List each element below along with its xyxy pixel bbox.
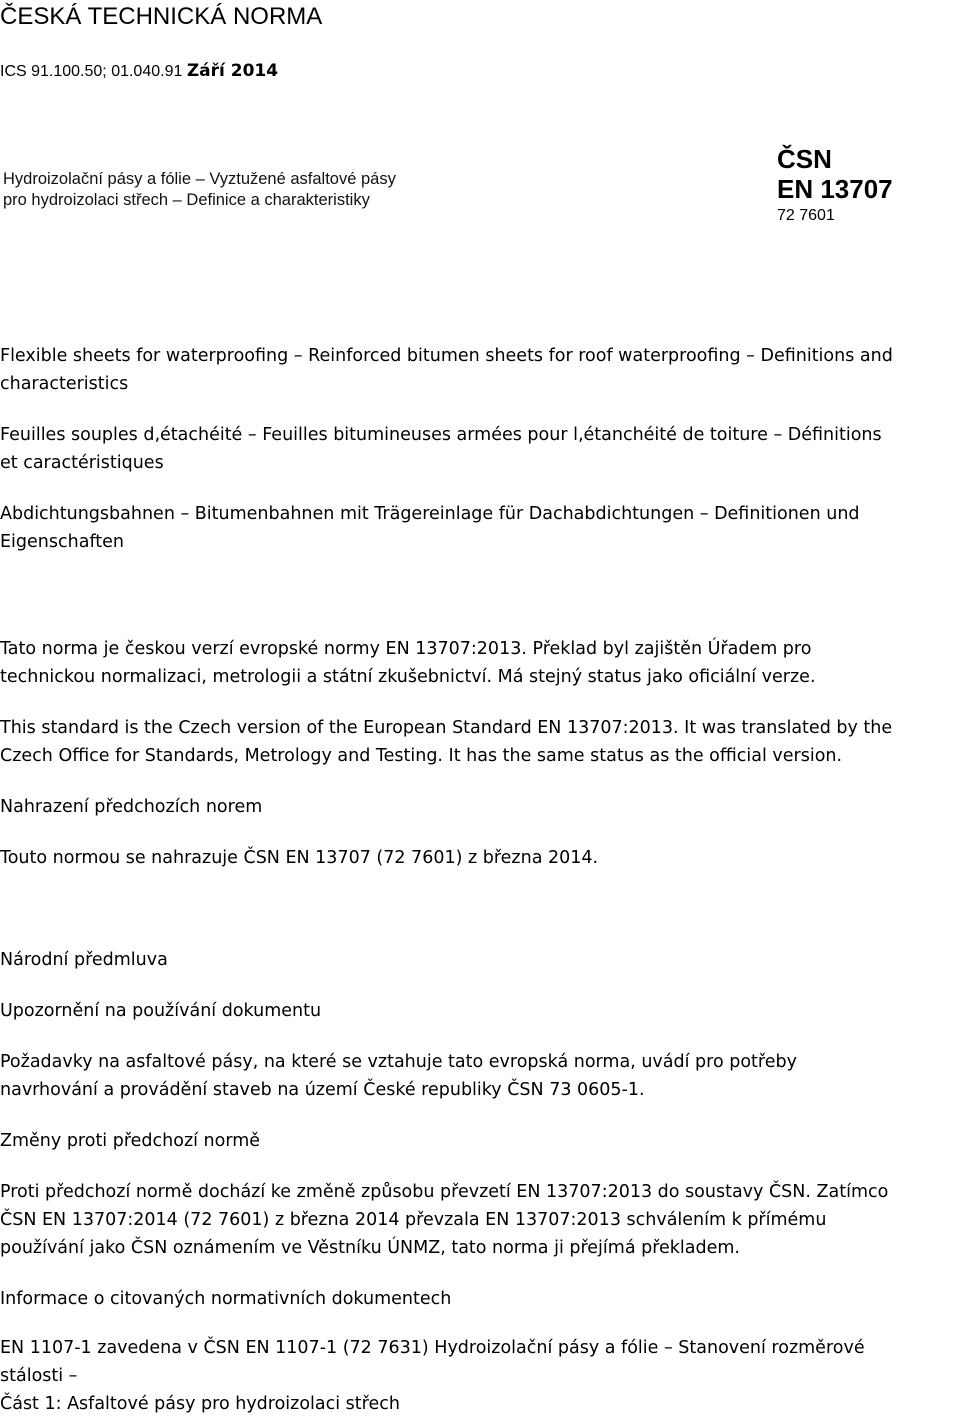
title-german-line: Eigenschaften (0, 532, 125, 552)
ics-line (0, 60, 278, 83)
title-czech-line: Hydroizolační pásy a fólie – Vyztužené asfaltové pásy (3, 170, 396, 188)
notice-text (0, 1048, 960, 1104)
statement-english (0, 714, 960, 770)
changes-text-line: Proti předchozí normě dochází ke změně způsobu převzetí EN 13707:2013 do soustavy ČSN. Zatímco (0, 1182, 889, 1202)
cited-text-line: EN 1107-1 zavedena v ČSN EN 1107-1 (72 7631) Hydroizolační pásy a fólie – Stanovení rozměrové (0, 1338, 865, 1358)
statement-czech (0, 635, 960, 691)
document-heading: ČESKÁ TECHNICKÁ NORMA (0, 3, 323, 30)
replacement-text: Touto normou se nahrazuje ČSN EN 13707 (72 7601) z března 2014. (0, 848, 599, 868)
foreword-heading: Národní předmluva (0, 950, 168, 970)
standard-classification: 72 7601 (777, 207, 835, 224)
issue-date: Září 2014 (186, 61, 279, 81)
statement-czech-line: technickou normalizaci, metrologii a státní zkušebnictví. Má stejný status jako oficiální verze. (0, 667, 816, 687)
changes-text (0, 1178, 960, 1262)
notice-text-line: navrhování a provádění staveb na území České republiky ČSN 73 0605-1. (0, 1080, 645, 1100)
title-english-line: Flexible sheets for waterproofing – Reinforced bitumen sheets for roof waterproofing – Definitions and (0, 346, 893, 366)
changes-heading: Změny proti předchozí normě (0, 1131, 261, 1151)
standard-en-number: EN 13707 (777, 174, 893, 204)
title-french-line: Feuilles souples d‚étachéité – Feuilles bitumineuses armées pour l‚étanchéité de toiture – Définitions (0, 425, 882, 445)
standard-code-block (777, 144, 893, 226)
changes-text-line: ČSN EN 13707:2014 (72 7601) z března 2014 převzala EN 13707:2013 schválením k přímému (0, 1210, 827, 1230)
title-czech-line: pro hydroizolaci střech – Definice a charakteristiky (3, 191, 370, 209)
statement-english-line: This standard is the Czech version of the European Standard EN 13707:2013. It was translated by the (0, 718, 893, 738)
title-french (0, 421, 960, 477)
title-german-line: Abdichtungsbahnen – Bitumenbahnen mit Trägereinlage für Dachabdichtungen – Definitionen und (0, 504, 860, 524)
cited-text-line: Část 1: Asfaltové pásy pro hydroizolaci střech (0, 1394, 400, 1414)
standard-csn-label: ČSN (777, 144, 832, 174)
notice-text-line: Požadavky na asfaltové pásy, na které se vztahuje tato evropská norma, uvádí pro potřeby (0, 1052, 797, 1072)
ics-codes: ICS 91.100.50; 01.040.91 (0, 63, 183, 80)
replacement-heading: Nahrazení předchozích norem (0, 797, 263, 817)
notice-heading: Upozornění na používání dokumentu (0, 1001, 322, 1021)
cited-text (0, 1334, 960, 1418)
title-french-line: et caractéristiques (0, 453, 164, 473)
cited-text-line: stálosti – (0, 1366, 78, 1386)
title-english (0, 342, 960, 398)
cited-heading: Informace o citovaných normativních dokumentech (0, 1289, 452, 1309)
statement-english-line: Czech Office for Standards, Metrology and Testing. It has the same status as the official version. (0, 746, 843, 766)
title-english-line: characteristics (0, 374, 129, 394)
changes-text-line: používání jako ČSN oznámením ve Věstníku ÚNMZ, tato norma ji přejímá překladem. (0, 1238, 740, 1258)
statement-czech-line: Tato norma je českou verzí evropské normy EN 13707:2013. Překlad byl zajištěn Úřadem pro (0, 639, 812, 659)
title-czech (3, 169, 396, 211)
title-german (0, 500, 960, 556)
